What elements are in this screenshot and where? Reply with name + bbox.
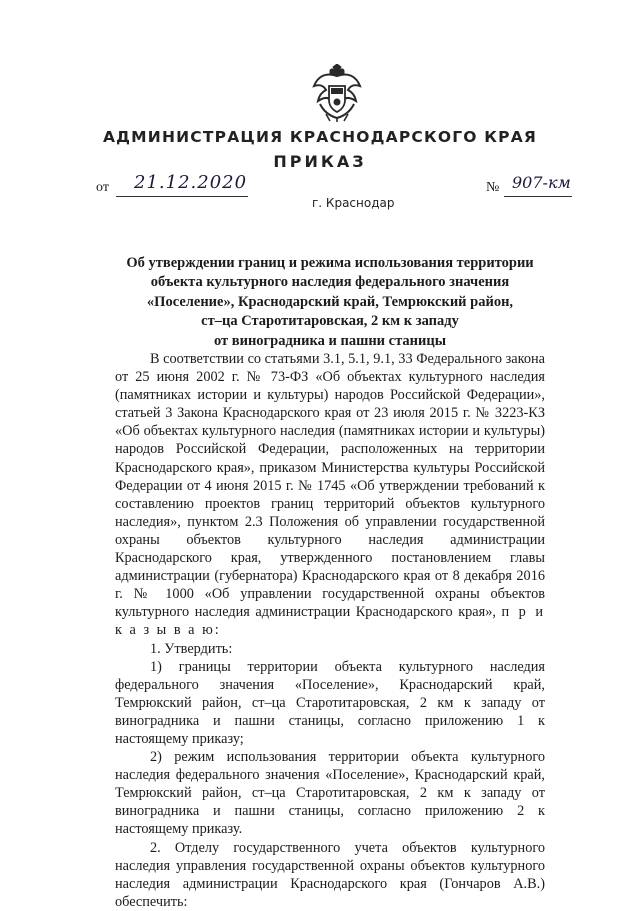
- item-1-2: 2) режим использования территории объекта культурного наследия федерального значения «Поселение», Краснодарский край, Темрюкский район, ст–ца Старотитаровская, 2 км к западу от виноградника и пашни станицы, согласно приложению 2 к настоящему приказу.: [115, 749, 545, 838]
- item-1: 1. Утвердить:: [150, 640, 233, 657]
- title-line: от виноградника и пашни станицы: [213, 332, 447, 349]
- order-body: [115, 350, 545, 911]
- order-title: [120, 254, 540, 351]
- number-handwritten: 907-км: [512, 173, 571, 192]
- item-1-1: 1) границы территории объекта культурного наследия федерального значения «Поселение», Краснодарский край, Темрюкский район, ст–ца Старотитаровская, 2 км к западу от виноградника и пашни станицы, согласно приложению 1 к настоящему приказу;: [115, 658, 545, 747]
- title-line: объекта культурного наследия федерального значения: [150, 274, 510, 291]
- title-line: «Поселение», Краснодарский край, Темрюкский район,: [146, 293, 514, 310]
- agency-title: АДМИНИСТРАЦИЯ КРАСНОДАРСКОГО КРАЯ: [102, 128, 538, 146]
- number-label: №: [486, 180, 500, 195]
- preamble-paragraph: [115, 350, 545, 640]
- document-type: ПРИКАЗ: [273, 152, 367, 171]
- coat-of-arms-icon: [312, 64, 362, 122]
- item-2: 2. Отделу государственного учета объектов культурного наследия управления государственной охраны объектов культурного наследия администрации Краснодарского края (Гончаров А.В.) обеспечить:: [115, 839, 545, 910]
- date-label: от: [96, 180, 109, 195]
- preamble-text: В соответствии со статьями 3.1, 5.1, 9.1, 33 Федерального закона от 25 июня 2002 г. № 73-ФЗ «Об объектах культурного наследия (памятниках истории и культуры) народов Российской Федерации», статьей 3 Закона Краснодарского края от 23 июля 2015 г. № 3223-КЗ «Об объектах культурного наследия (памятниках истории и культуры) народов Российской Федерации, расположенных на территории Краснодарского края», приказом Министерства культуры Российской Федерации от 4 июня 2015 г. № 1745 «Об утверждении требований к составлению проектов границ территорий объектов культурного наследия», пунктом 2.3 Положения об управлении государственной охраны объектов культурного наследия администрации Краснодарского края, утвержденного постановлением главы администрации (губернатора) Краснодарского края от 8 декабря 2016 г. № 1000 «Об управлении государственной охраны объектов культурного наследия администрации Краснодарского края»,: [115, 351, 545, 621]
- title-line: Об утверждении границ и режима использования территории: [126, 255, 534, 271]
- date-underline: [116, 196, 248, 197]
- city-name: г. Краснодар: [312, 196, 395, 210]
- number-underline: [504, 196, 572, 197]
- title-line: ст–ца Старотитаровская, 2 км к западу: [201, 313, 459, 330]
- order-word: п р и к а з ы в а ю:: [115, 604, 546, 639]
- date-handwritten: 21.12.2020: [134, 172, 248, 193]
